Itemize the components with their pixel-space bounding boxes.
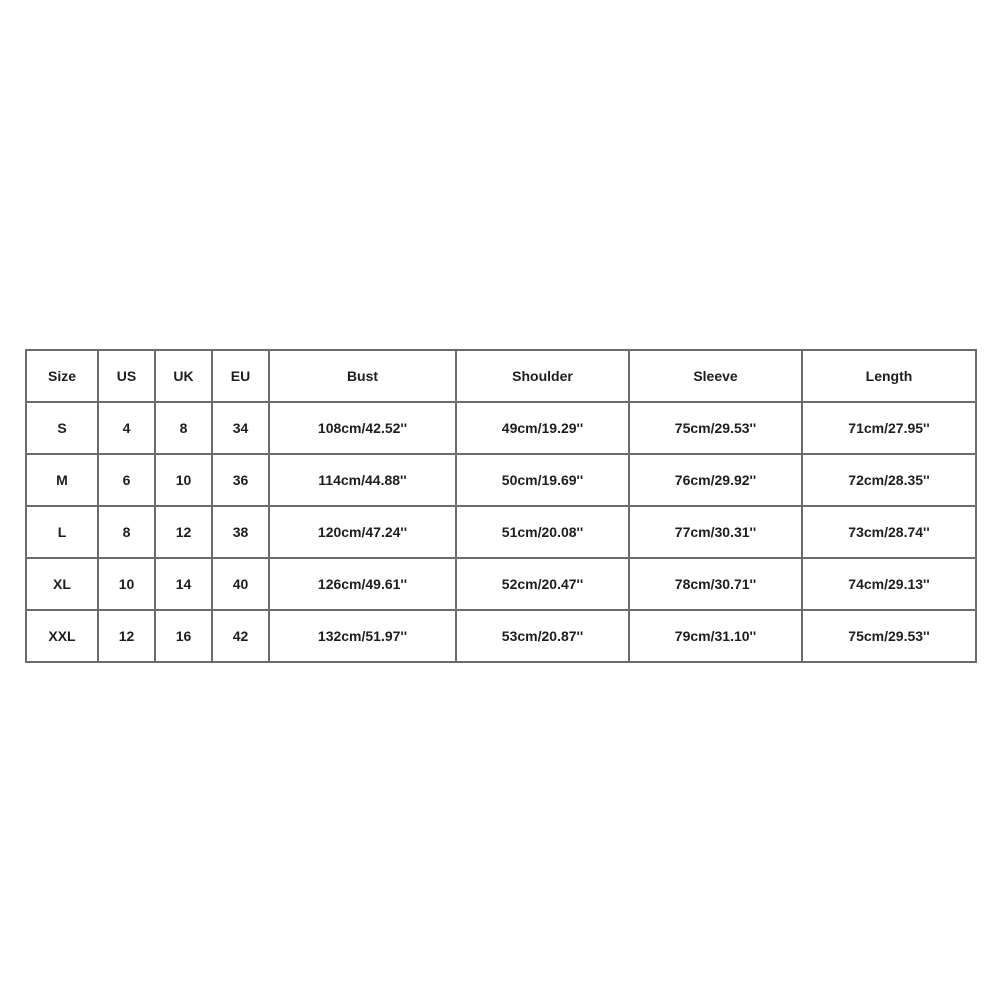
cell-length: 74cm/29.13'': [802, 558, 976, 610]
size-chart-table: [25, 349, 977, 663]
cell-uk: 8: [155, 402, 212, 454]
cell-us: 6: [98, 454, 155, 506]
cell-us: 8: [98, 506, 155, 558]
header-size: Size: [26, 350, 98, 402]
cell-shoulder: 52cm/20.47'': [456, 558, 629, 610]
header-row: [26, 350, 976, 402]
header-bust: Bust: [269, 350, 456, 402]
cell-sleeve: 79cm/31.10'': [629, 610, 802, 662]
header-uk: UK: [155, 350, 212, 402]
cell-eu: 34: [212, 402, 269, 454]
cell-eu: 36: [212, 454, 269, 506]
cell-bust: 132cm/51.97'': [269, 610, 456, 662]
cell-eu: 38: [212, 506, 269, 558]
header-sleeve: Sleeve: [629, 350, 802, 402]
cell-shoulder: 53cm/20.87'': [456, 610, 629, 662]
cell-size: XL: [26, 558, 98, 610]
cell-uk: 12: [155, 506, 212, 558]
table-row: [26, 506, 976, 558]
cell-size: L: [26, 506, 98, 558]
cell-length: 73cm/28.74'': [802, 506, 976, 558]
header-length: Length: [802, 350, 976, 402]
cell-size: S: [26, 402, 98, 454]
cell-uk: 14: [155, 558, 212, 610]
table-row: [26, 402, 976, 454]
table-row: [26, 558, 976, 610]
cell-length: 72cm/28.35'': [802, 454, 976, 506]
cell-eu: 40: [212, 558, 269, 610]
header-us: US: [98, 350, 155, 402]
header-shoulder: Shoulder: [456, 350, 629, 402]
cell-shoulder: 50cm/19.69'': [456, 454, 629, 506]
cell-sleeve: 78cm/30.71'': [629, 558, 802, 610]
cell-bust: 120cm/47.24'': [269, 506, 456, 558]
cell-length: 71cm/27.95'': [802, 402, 976, 454]
cell-uk: 16: [155, 610, 212, 662]
cell-size: M: [26, 454, 98, 506]
cell-length: 75cm/29.53'': [802, 610, 976, 662]
cell-us: 4: [98, 402, 155, 454]
table-row: [26, 454, 976, 506]
cell-uk: 10: [155, 454, 212, 506]
cell-sleeve: 77cm/30.31'': [629, 506, 802, 558]
cell-sleeve: 75cm/29.53'': [629, 402, 802, 454]
cell-eu: 42: [212, 610, 269, 662]
cell-bust: 114cm/44.88'': [269, 454, 456, 506]
table-row: [26, 610, 976, 662]
cell-size: XXL: [26, 610, 98, 662]
cell-shoulder: 51cm/20.08'': [456, 506, 629, 558]
cell-shoulder: 49cm/19.29'': [456, 402, 629, 454]
cell-sleeve: 76cm/29.92'': [629, 454, 802, 506]
cell-us: 12: [98, 610, 155, 662]
cell-us: 10: [98, 558, 155, 610]
header-eu: EU: [212, 350, 269, 402]
cell-bust: 126cm/49.61'': [269, 558, 456, 610]
cell-bust: 108cm/42.52'': [269, 402, 456, 454]
